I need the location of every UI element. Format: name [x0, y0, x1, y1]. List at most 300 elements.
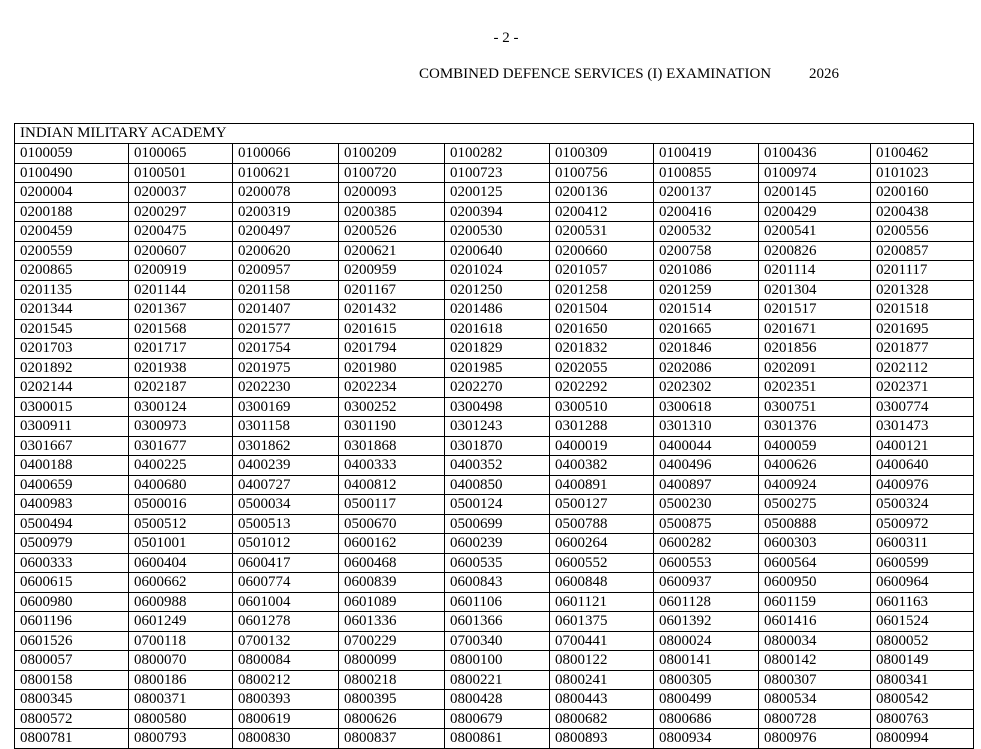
roll-number-cell: 0601416	[759, 612, 871, 632]
roll-number-cell: 0200758	[654, 241, 759, 261]
roll-number-cell: 0300015	[15, 397, 129, 417]
roll-number-cell: 0301376	[759, 417, 871, 437]
roll-number-cell: 0400924	[759, 475, 871, 495]
roll-number-cell: 0201717	[129, 339, 233, 359]
roll-number-cell: 0601163	[871, 592, 974, 612]
roll-number-cell: 0201794	[339, 339, 445, 359]
roll-number-cell: 0600599	[871, 553, 974, 573]
roll-number-cell: 0500124	[445, 495, 550, 515]
table-row	[15, 378, 974, 398]
roll-number-cell: 0200530	[445, 222, 550, 242]
roll-number-cell: 0800934	[654, 729, 759, 749]
roll-number-cell: 0300774	[871, 397, 974, 417]
roll-number-cell: 0200957	[233, 261, 339, 281]
roll-number-cell: 0400382	[550, 456, 654, 476]
roll-number-cell: 0800305	[654, 670, 759, 690]
roll-number-cell: 0200385	[339, 202, 445, 222]
table-row	[15, 592, 974, 612]
roll-number-cell: 0201114	[759, 261, 871, 281]
roll-number-cell: 0201328	[871, 280, 974, 300]
roll-number-cell: 0201024	[445, 261, 550, 281]
roll-number-cell: 0202270	[445, 378, 550, 398]
roll-number-cell: 0800212	[233, 670, 339, 690]
roll-number-cell: 0201568	[129, 319, 233, 339]
roll-number-cell: 0201846	[654, 339, 759, 359]
roll-number-cell: 0100419	[654, 144, 759, 164]
roll-number-cell: 0500016	[129, 495, 233, 515]
roll-number-cell: 0500275	[759, 495, 871, 515]
roll-number-cell: 0601278	[233, 612, 339, 632]
roll-number-cell: 0201938	[129, 358, 233, 378]
roll-number-cell: 0200559	[15, 241, 129, 261]
roll-number-cell: 0800994	[871, 729, 974, 749]
roll-number-cell: 0600333	[15, 553, 129, 573]
roll-number-cell: 0600162	[339, 534, 445, 554]
roll-number-cell: 0201117	[871, 261, 974, 281]
roll-number-cell: 0300498	[445, 397, 550, 417]
roll-number-cell: 0500127	[550, 495, 654, 515]
roll-number-cell: 0200857	[871, 241, 974, 261]
roll-number-cell: 0201144	[129, 280, 233, 300]
roll-number-cell: 0201665	[654, 319, 759, 339]
roll-number-cell: 0600839	[339, 573, 445, 593]
roll-number-cell: 0301473	[871, 417, 974, 437]
roll-number-cell: 0301310	[654, 417, 759, 437]
roll-number-cell: 0601249	[129, 612, 233, 632]
roll-number-cell: 0400352	[445, 456, 550, 476]
table-row	[15, 300, 974, 320]
roll-number-cell: 0201259	[654, 280, 759, 300]
roll-number-cell: 0201167	[339, 280, 445, 300]
table-row	[15, 651, 974, 671]
table-row	[15, 417, 974, 437]
roll-number-cell: 0200078	[233, 183, 339, 203]
roll-number-cell: 0200497	[233, 222, 339, 242]
roll-number-cell: 0600264	[550, 534, 654, 554]
roll-number-cell: 0200475	[129, 222, 233, 242]
roll-number-cell: 0601392	[654, 612, 759, 632]
roll-number-cell: 0601106	[445, 592, 550, 612]
roll-number-cell: 0201086	[654, 261, 759, 281]
table-row	[15, 163, 974, 183]
roll-number-cell: 0300252	[339, 397, 445, 417]
table-row	[15, 456, 974, 476]
roll-number-cell: 0100065	[129, 144, 233, 164]
roll-number-cell: 0200416	[654, 202, 759, 222]
roll-number-cell: 0601196	[15, 612, 129, 632]
roll-number-cell: 0800307	[759, 670, 871, 690]
roll-number-cell: 0500034	[233, 495, 339, 515]
roll-number-cell: 0600239	[445, 534, 550, 554]
roll-number-cell: 0600774	[233, 573, 339, 593]
roll-number-cell: 0400496	[654, 456, 759, 476]
roll-number-cell: 0800186	[129, 670, 233, 690]
roll-number-cell: 0600950	[759, 573, 871, 593]
roll-number-cell: 0200412	[550, 202, 654, 222]
roll-number-cell: 0201344	[15, 300, 129, 320]
roll-number-cell: 0201695	[871, 319, 974, 339]
roll-number-cell: 0301190	[339, 417, 445, 437]
roll-number-cell: 0800580	[129, 709, 233, 729]
roll-number-cell: 0400897	[654, 475, 759, 495]
roll-number-cell: 0301288	[550, 417, 654, 437]
roll-number-cell: 0601526	[15, 631, 129, 651]
roll-number-cell: 0100974	[759, 163, 871, 183]
roll-number-cell: 0800241	[550, 670, 654, 690]
roll-number-cell: 0600937	[654, 573, 759, 593]
roll-number-cell: 0800728	[759, 709, 871, 729]
roll-number-cell: 0100309	[550, 144, 654, 164]
roll-number-cell: 0201975	[233, 358, 339, 378]
roll-number-cell: 0600980	[15, 592, 129, 612]
roll-number-cell: 0700118	[129, 631, 233, 651]
roll-number-cell: 0601336	[339, 612, 445, 632]
roll-number-cell: 0200526	[339, 222, 445, 242]
roll-number-cell: 0200429	[759, 202, 871, 222]
roll-number-cell: 0200621	[339, 241, 445, 261]
roll-number-cell: 0200160	[871, 183, 974, 203]
roll-number-cell: 0800499	[654, 690, 759, 710]
roll-number-cell: 0100059	[15, 144, 129, 164]
roll-number-cell: 0500512	[129, 514, 233, 534]
roll-number-cell: 0800141	[654, 651, 759, 671]
roll-number-cell: 0300618	[654, 397, 759, 417]
roll-number-cell: 0601121	[550, 592, 654, 612]
roll-number-cell: 0202144	[15, 378, 129, 398]
roll-number-cell: 0100490	[15, 163, 129, 183]
roll-number-cell: 0400727	[233, 475, 339, 495]
roll-number-cell: 0200959	[339, 261, 445, 281]
roll-number-cell: 0600662	[129, 573, 233, 593]
roll-number-cell: 0400640	[871, 456, 974, 476]
roll-number-cell: 0800976	[759, 729, 871, 749]
roll-number-cell: 0100462	[871, 144, 974, 164]
roll-number-cell: 0600303	[759, 534, 871, 554]
roll-number-cell: 0400188	[15, 456, 129, 476]
roll-number-cell: 0400626	[759, 456, 871, 476]
roll-number-cell: 0800682	[550, 709, 654, 729]
roll-number-cell: 0100621	[233, 163, 339, 183]
table-row	[15, 631, 974, 651]
roll-number-cell: 0200394	[445, 202, 550, 222]
roll-number-cell: 0200297	[129, 202, 233, 222]
roll-number-cell: 0201250	[445, 280, 550, 300]
roll-number-cell: 0800057	[15, 651, 129, 671]
roll-number-cell: 0800830	[233, 729, 339, 749]
roll-number-cell: 0200136	[550, 183, 654, 203]
roll-number-cell: 0200826	[759, 241, 871, 261]
roll-number-cell: 0800100	[445, 651, 550, 671]
roll-number-cell: 0500699	[445, 514, 550, 534]
table-row	[15, 475, 974, 495]
roll-number-cell: 0300510	[550, 397, 654, 417]
roll-number-cell: 0202086	[654, 358, 759, 378]
roll-number-cell: 0700132	[233, 631, 339, 651]
table-row	[15, 202, 974, 222]
roll-number-cell: 0800793	[129, 729, 233, 749]
roll-number-cell: 0200607	[129, 241, 233, 261]
roll-number-cell: 0600311	[871, 534, 974, 554]
table-row	[15, 436, 974, 456]
roll-number-cell: 0800572	[15, 709, 129, 729]
roll-number-cell: 0201829	[445, 339, 550, 359]
roll-number-cell: 0201832	[550, 339, 654, 359]
roll-number-cell: 0600404	[129, 553, 233, 573]
roll-number-cell: 0200865	[15, 261, 129, 281]
table-row	[15, 553, 974, 573]
table-row	[15, 690, 974, 710]
roll-number-cell: 0200093	[339, 183, 445, 203]
roll-number-cell: 0400333	[339, 456, 445, 476]
roll-number-cell: 0800534	[759, 690, 871, 710]
roll-number-cell: 0600468	[339, 553, 445, 573]
roll-number-cell: 0600848	[550, 573, 654, 593]
roll-number-cell: 0500888	[759, 514, 871, 534]
section-heading-row	[15, 124, 974, 144]
roll-number-cell: 0500670	[339, 514, 445, 534]
roll-number-cell: 0202351	[759, 378, 871, 398]
roll-number-cell: 0400059	[759, 436, 871, 456]
roll-number-cell: 0600417	[233, 553, 339, 573]
roll-number-cell: 0500979	[15, 534, 129, 554]
roll-number-cell: 0301868	[339, 436, 445, 456]
roll-number-cell: 0800149	[871, 651, 974, 671]
roll-number-cell: 0100066	[233, 144, 339, 164]
roll-number-cell: 0800686	[654, 709, 759, 729]
roll-number-cell: 0400891	[550, 475, 654, 495]
roll-number-cell: 0800393	[233, 690, 339, 710]
roll-number-cell: 0800345	[15, 690, 129, 710]
table-row	[15, 144, 974, 164]
roll-number-cell: 0400121	[871, 436, 974, 456]
roll-number-cell: 0600535	[445, 553, 550, 573]
roll-number-cell: 0201856	[759, 339, 871, 359]
roll-number-cell: 0100723	[445, 163, 550, 183]
table-row	[15, 495, 974, 515]
roll-number-cell: 0100855	[654, 163, 759, 183]
roll-number-cell: 0201618	[445, 319, 550, 339]
table-row	[15, 183, 974, 203]
table-row	[15, 339, 974, 359]
roll-number-cell: 0301862	[233, 436, 339, 456]
roll-number-cell: 0201877	[871, 339, 974, 359]
roll-number-cell: 0201754	[233, 339, 339, 359]
roll-number-cell: 0800084	[233, 651, 339, 671]
roll-number-cell: 0100756	[550, 163, 654, 183]
roll-number-cell: 0600988	[129, 592, 233, 612]
roll-number-cell: 0800341	[871, 670, 974, 690]
roll-number-cell: 0200037	[129, 183, 233, 203]
roll-number-cell: 0800034	[759, 631, 871, 651]
roll-number-cell: 0600282	[654, 534, 759, 554]
roll-number-cell: 0201367	[129, 300, 233, 320]
roll-number-cell: 0601524	[871, 612, 974, 632]
roll-number-cell: 0600615	[15, 573, 129, 593]
roll-number-cell: 0200188	[15, 202, 129, 222]
roll-number-cell: 0201980	[339, 358, 445, 378]
roll-number-cell: 0800070	[129, 651, 233, 671]
roll-number-cell: 0200660	[550, 241, 654, 261]
roll-number-cell: 0500117	[339, 495, 445, 515]
roll-number-cell: 0200319	[233, 202, 339, 222]
roll-number-cell: 0201650	[550, 319, 654, 339]
roll-number-cell: 0201135	[15, 280, 129, 300]
roll-number-cell: 0201517	[759, 300, 871, 320]
table-row	[15, 709, 974, 729]
roll-number-cell: 0200919	[129, 261, 233, 281]
roll-number-cell: 0601375	[550, 612, 654, 632]
roll-number-cell: 0800142	[759, 651, 871, 671]
roll-number-cell: 0400976	[871, 475, 974, 495]
roll-number-cell: 0202234	[339, 378, 445, 398]
roll-number-cell: 0800395	[339, 690, 445, 710]
roll-number-cell: 0201703	[15, 339, 129, 359]
table-row	[15, 534, 974, 554]
roll-number-cell: 0301677	[129, 436, 233, 456]
roll-number-cell: 0100209	[339, 144, 445, 164]
table-row	[15, 358, 974, 378]
roll-number-cell: 0501012	[233, 534, 339, 554]
roll-number-cell: 0101023	[871, 163, 974, 183]
roll-number-cell: 0300124	[129, 397, 233, 417]
roll-number-cell: 0200531	[550, 222, 654, 242]
roll-number-cell: 0202112	[871, 358, 974, 378]
roll-number-cell: 0601366	[445, 612, 550, 632]
roll-number-cell: 0800158	[15, 670, 129, 690]
roll-number-cell: 0400850	[445, 475, 550, 495]
roll-number-cell: 0201158	[233, 280, 339, 300]
roll-number-cell: 0200438	[871, 202, 974, 222]
roll-number-cell: 0800679	[445, 709, 550, 729]
roll-number-cell: 0300751	[759, 397, 871, 417]
roll-number-cell: 0601004	[233, 592, 339, 612]
roll-number-cell: 0201304	[759, 280, 871, 300]
roll-number-cell: 0800218	[339, 670, 445, 690]
roll-number-cell: 0800893	[550, 729, 654, 749]
roll-number-cell: 0800619	[233, 709, 339, 729]
roll-number-cell: 0400239	[233, 456, 339, 476]
roll-number-cell: 0800443	[550, 690, 654, 710]
roll-number-cell: 0800781	[15, 729, 129, 749]
section-heading: INDIAN MILITARY ACADEMY	[15, 124, 974, 144]
table-row	[15, 241, 974, 261]
roll-number-cell: 0202292	[550, 378, 654, 398]
roll-number-cell: 0800122	[550, 651, 654, 671]
roll-number-cell: 0301158	[233, 417, 339, 437]
roll-number-cell: 0400225	[129, 456, 233, 476]
table-row	[15, 261, 974, 281]
table-row	[15, 729, 974, 749]
roll-number-cell: 0301667	[15, 436, 129, 456]
roll-number-cell: 0301243	[445, 417, 550, 437]
table-row	[15, 514, 974, 534]
roll-number-cell: 0600843	[445, 573, 550, 593]
roll-number-cell: 0201514	[654, 300, 759, 320]
roll-number-cell: 0800024	[654, 631, 759, 651]
roll-number-cell: 0601089	[339, 592, 445, 612]
roll-number-cell: 0800763	[871, 709, 974, 729]
table-row	[15, 670, 974, 690]
roll-number-cell: 0201432	[339, 300, 445, 320]
roll-number-cell: 0201258	[550, 280, 654, 300]
roll-number-cell: 0201545	[15, 319, 129, 339]
roll-number-cell: 0500324	[871, 495, 974, 515]
roll-number-cell: 0202187	[129, 378, 233, 398]
roll-number-cell: 0800428	[445, 690, 550, 710]
roll-number-cell: 0200556	[871, 222, 974, 242]
roll-number-cell: 0201486	[445, 300, 550, 320]
table-row	[15, 319, 974, 339]
roll-number-cell: 0400680	[129, 475, 233, 495]
table-row	[15, 612, 974, 632]
roll-number-cell: 0202371	[871, 378, 974, 398]
roll-number-cell: 0202230	[233, 378, 339, 398]
roll-number-cell: 0800861	[445, 729, 550, 749]
roll-number-cell: 0201057	[550, 261, 654, 281]
roll-number-cell: 0800837	[339, 729, 445, 749]
exam-title: COMBINED DEFENCE SERVICES (I) EXAMINATION	[419, 66, 772, 82]
roll-number-cell: 0500788	[550, 514, 654, 534]
roll-number-cell: 0300911	[15, 417, 129, 437]
roll-number-cell: 0700441	[550, 631, 654, 651]
roll-number-cell: 0202302	[654, 378, 759, 398]
roll-number-cell: 0301870	[445, 436, 550, 456]
roll-number-cell: 0201671	[759, 319, 871, 339]
roll-number-cell: 0500494	[15, 514, 129, 534]
roll-number-cell: 0202055	[550, 358, 654, 378]
roll-number-cell: 0200145	[759, 183, 871, 203]
roll-number-cell: 0201577	[233, 319, 339, 339]
roll-number-cell: 0200004	[15, 183, 129, 203]
exam-year: 2026	[809, 66, 839, 82]
roll-number-cell: 0200532	[654, 222, 759, 242]
roll-number-cell: 0200541	[759, 222, 871, 242]
roll-number-cell: 0800221	[445, 670, 550, 690]
roll-number-cell: 0201504	[550, 300, 654, 320]
roll-number-cell: 0800371	[129, 690, 233, 710]
roll-number-cell: 0600553	[654, 553, 759, 573]
roll-number-cell: 0400812	[339, 475, 445, 495]
roll-number-cell: 0400983	[15, 495, 129, 515]
roll-number-cell: 0700229	[339, 631, 445, 651]
roll-number-cell: 0200640	[445, 241, 550, 261]
roll-number-cell: 0300169	[233, 397, 339, 417]
roll-number-cell: 0800626	[339, 709, 445, 729]
table-row	[15, 397, 974, 417]
roll-number-cell: 0800052	[871, 631, 974, 651]
roll-number-cell: 0200137	[654, 183, 759, 203]
roll-number-cell: 0400659	[15, 475, 129, 495]
roll-number-cell: 0800542	[871, 690, 974, 710]
roll-number-cell: 0100720	[339, 163, 445, 183]
table-row	[15, 280, 974, 300]
roll-number-cell: 0600564	[759, 553, 871, 573]
roll-number-cell: 0201518	[871, 300, 974, 320]
roll-number-cell: 0201985	[445, 358, 550, 378]
roll-number-cell: 0200125	[445, 183, 550, 203]
roll-number-cell: 0100501	[129, 163, 233, 183]
roll-number-cell: 0400044	[654, 436, 759, 456]
table-row	[15, 573, 974, 593]
roll-number-cell: 0201892	[15, 358, 129, 378]
roll-number-cell: 0600552	[550, 553, 654, 573]
roll-number-cell: 0200620	[233, 241, 339, 261]
roll-number-cell: 0500230	[654, 495, 759, 515]
roll-number-cell: 0202091	[759, 358, 871, 378]
roll-number-cell: 0400019	[550, 436, 654, 456]
roll-number-cell: 0500513	[233, 514, 339, 534]
roll-number-cell: 0800099	[339, 651, 445, 671]
